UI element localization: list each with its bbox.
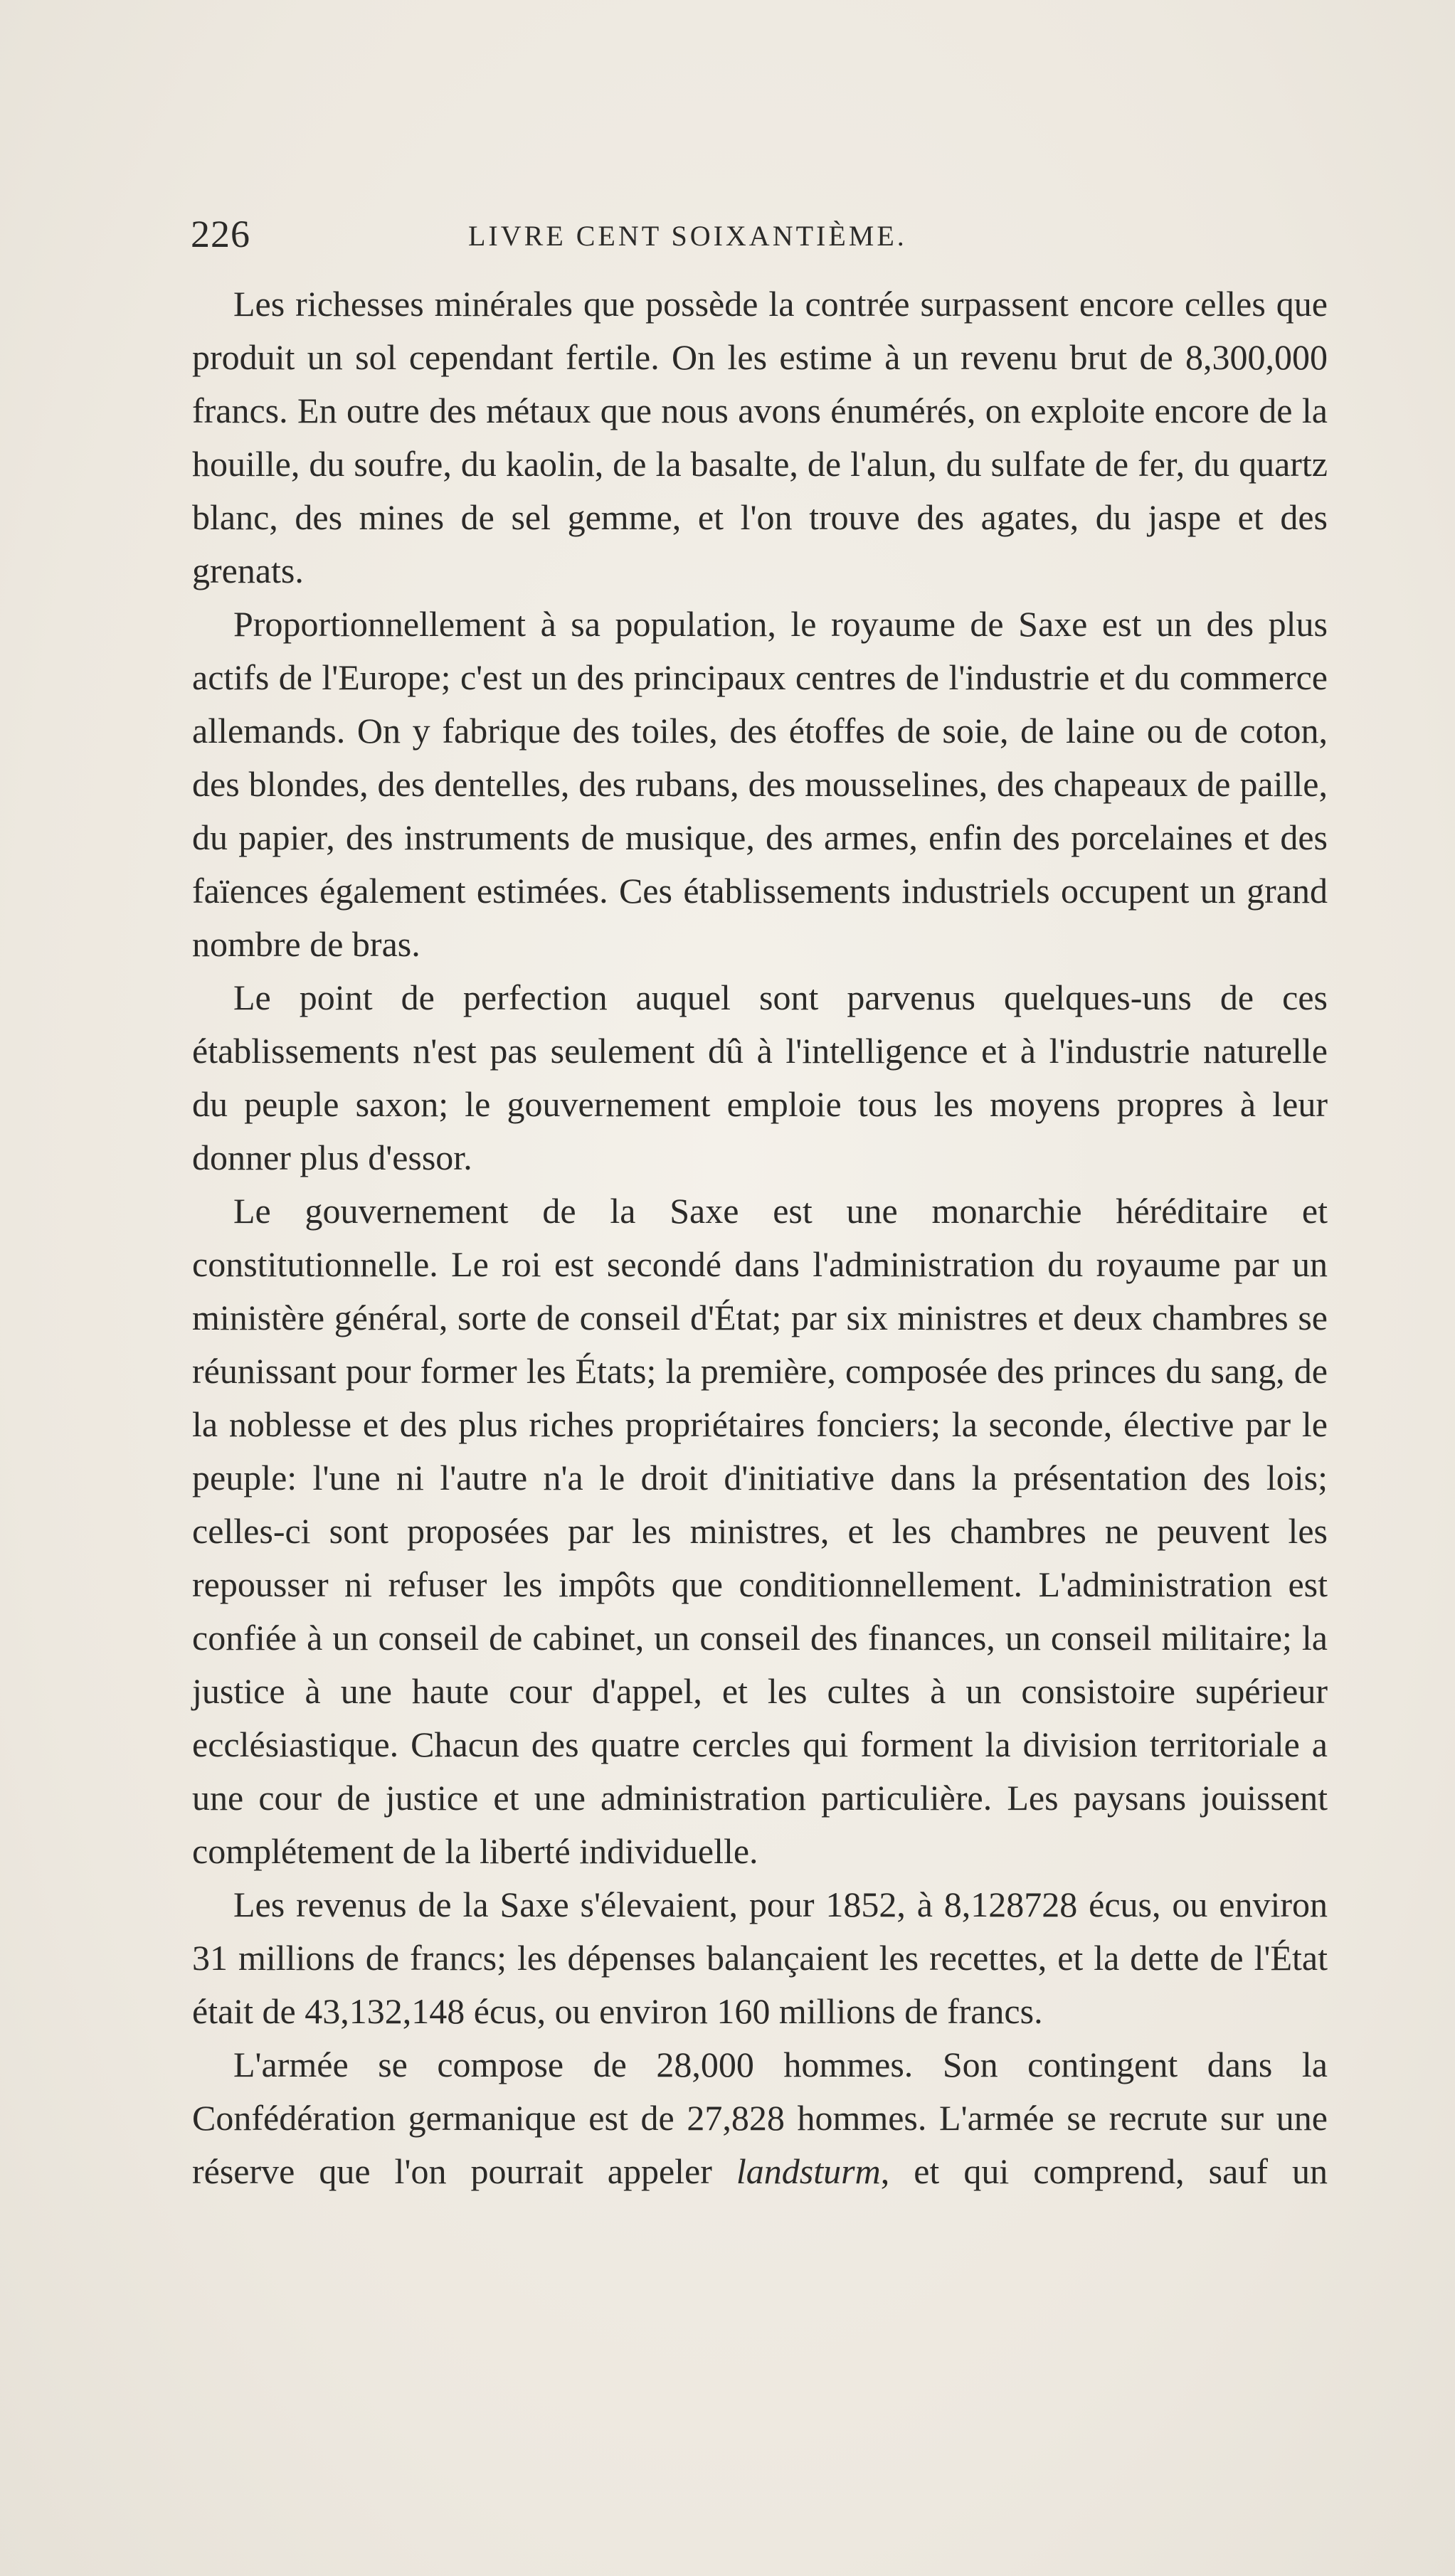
page-header: [191, 209, 1329, 259]
army-text-end: , et qui comprend, sauf un: [880, 2151, 1328, 2191]
paragraph-army: [192, 2038, 1328, 2198]
paragraph-government: Le gouvernement de la Saxe est une monarchie héréditaire et constitutionnelle. Le roi est secondé dans l'administration du royaume par un ministère général, sorte de conseil d'État; par six ministres et deux chambres se réunissant pour former les États; la première, composée des princes du sang, de la noblesse et des plus riches propriétaires fonciers; la seconde, élective par le peuple: l'une ni l'autre n'a le droit d'initiative dans la présentation des lois; celles-ci sont proposées par les ministres, et les chambres ne peuvent les repousser ni refuser les impôts que conditionnellement. L'administration est confiée à un conseil de cabinet, un conseil des finances, un conseil militaire; la justice à une haute cour d'appel, et les cultes à un consistoire supérieur ecclésiastique. Chacun des quatre cercles qui forment la division territoriale a une cour de justice et une administration particulière. Les paysans jouissent complétement de la liberté individuelle.: [192, 1191, 1328, 1871]
paragraph-revenues: Les revenus de la Saxe s'élevaient, pour 1852, à 8,128728 écus, ou environ 31 millions de francs; les dépenses balançaient les recettes, et la dette de l'État était de 43,132,148 écus, ou environ 160 millions de francs.: [192, 1885, 1328, 2031]
running-head: LIVRE CENT SOIXANTIÈME.: [468, 220, 907, 252]
army-text-start: L'armée se compose de 28,000 hommes. Son contingent dans la Confédération germanique est de 27,828 hommes. L'armée se recrute sur une réserve que l'on pourrait appeler: [192, 2045, 1328, 2191]
paragraph-industry: Proportionnellement à sa population, le royaume de Saxe est un des plus actifs de l'Europe; c'est un des principaux centres de l'industrie et du commerce allemands. On y fabrique des toiles, des étoffes de soie, de laine ou de coton, des blondes, des dentelles, des rubans, des mousselines, des chapeaux de paille, du papier, des instruments de musique, des armes, enfin des porcelaines et des faïences également estimées. Ces établissements industriels occupent un grand nombre de bras.: [192, 604, 1328, 964]
page-number: 226: [191, 213, 250, 255]
paragraph-perfection: Le point de perfection auquel sont parvenus quelques-uns de ces établissements n'est pas seulement dû à l'intelligence et à l'industrie naturelle du peuple saxon; le gouvernement emploie tous les moyens propres à leur donner plus d'essor.: [192, 977, 1328, 1177]
body-text: [192, 277, 1328, 2198]
army-italic-term: landsturm: [736, 2151, 881, 2191]
paragraph-mineral-wealth: Les richesses minérales que possède la contrée surpassent encore celles que produit un sol cependant fertile. On les estime à un revenu brut de 8,300,000 francs. En outre des métaux que nous avons énumérés, on exploite encore de la houille, du soufre, du kaolin, de la basalte, de l'alun, du sulfate de fer, du quartz blanc, des mines de sel gemme, et l'on trouve des agates, du jaspe et des grenats.: [192, 284, 1328, 590]
